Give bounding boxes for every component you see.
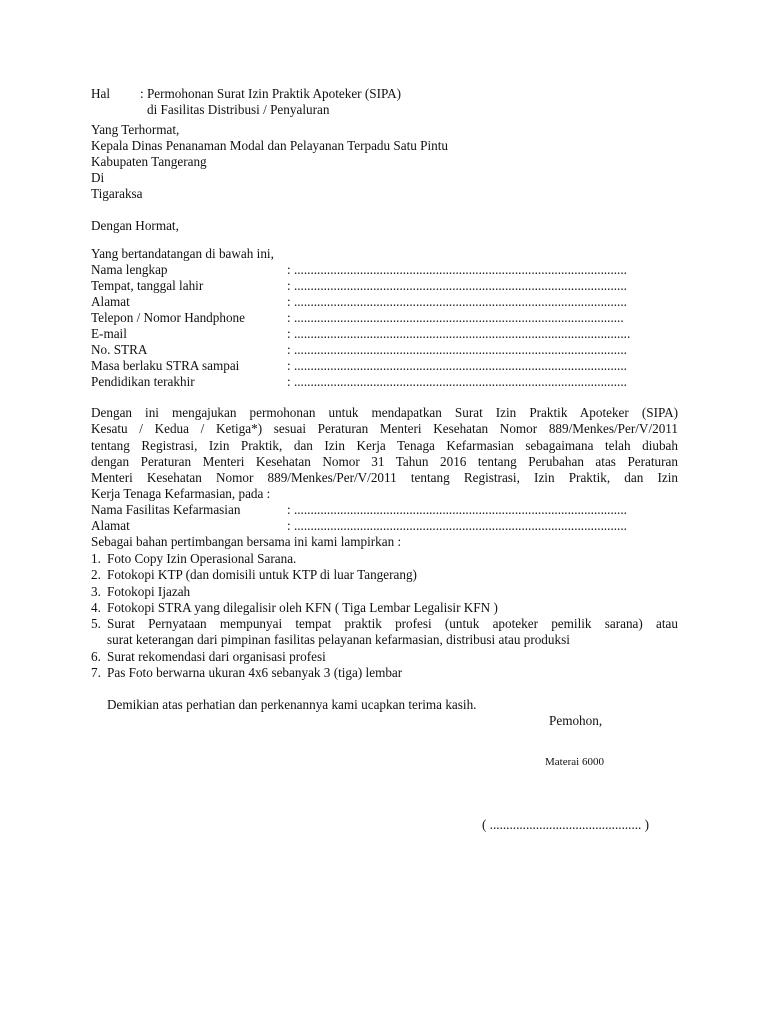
field-dots-email: : ...................................................................................................... [287,326,631,341]
subject-line-2: di Fasilitas Distribusi / Penyaluran [147,102,330,117]
signature-line: ( .............................................. ) [482,817,650,832]
body-paragraph-line: Kerja Tenaga Kefarmasian, pada : [91,486,271,501]
list-item: Pas Foto berwarna ukuran 4x6 sebanyak 3 (tiga) lembar [107,665,403,680]
list-item-continuation: surat keterangan dari pimpinan fasilitas pelayanan kefarmasian, distribusi atau produksi [107,632,570,647]
field-label-alamat-fasilitas: Alamat [91,518,130,533]
field-dots-alamat-fasilitas: : ..................................................................................................... [287,518,627,533]
field-label-email: E-mail [91,326,127,341]
list-item: Foto Copy Izin Operasional Sarana. [107,551,297,566]
recipient-line: Di [91,170,105,185]
list-item: Surat Pernyataan mempunyai tempat praktik profesi (untuk apoteker pemilik sarana) atau [107,616,678,631]
list-item: Fotokopi Ijazah [107,584,191,599]
field-label-telepon: Telepon / Nomor Handphone [91,310,245,325]
subject-label: Hal [91,86,111,101]
recipient-line: Kabupaten Tangerang [91,154,207,169]
field-dots-stra: : ..................................................................................................... [287,342,627,357]
field-label-alamat: Alamat [91,294,130,309]
list-item-number: 5. [91,616,101,631]
body-paragraph-line: tentang Registrasi, Izin Praktik, dan Izin Kerja Tenaga Kefarmasian sebagaimana telah diubah [91,438,678,453]
closing-text: Demikian atas perhatian dan perkenannya kami ucapkan terima kasih. [107,697,477,712]
list-item-number: 2. [91,567,101,582]
field-dots-alamat: : ..................................................................................................... [287,294,627,309]
field-dots-pendidikan: : ..................................................................................................... [287,374,627,389]
field-dots-ttl: : ..................................................................................................... [287,278,627,293]
list-item: Surat rekomendasi dari organisasi profesi [107,649,326,664]
list-item-number: 7. [91,665,101,680]
recipient-line: Tigaraksa [91,186,143,201]
body-paragraph-line: Menteri Kesehatan Nomor 889/Menkes/Per/V/2011 tentang Registrasi, Izin Praktik, dan Izin [91,470,678,485]
subject-line-1: : Permohonan Surat Izin Praktik Apoteker (SIPA) [140,86,402,101]
stamp-label: Materai 6000 [545,756,604,768]
field-dots-masa-stra: : ..................................................................................................... [287,358,627,373]
field-dots-telepon: : .................................................................................................... [287,310,624,325]
recipient-line: Kepala Dinas Penanaman Modal dan Pelayanan Terpadu Satu Pintu [91,138,449,153]
body-paragraph-line: dengan Peraturan Menteri Kesehatan Nomor 31 Tahun 2016 tentang Perubahan atas Peraturan [91,454,678,469]
body-paragraph-line: Kesatu / Kedua / Ketiga*) sesuai Peraturan Menteri Kesehatan Nomor 889/Menkes/Per/V/2011 [91,421,678,436]
field-label-ttl: Tempat, tanggal lahir [91,278,204,293]
intro-text: Yang bertandatangan di bawah ini, [91,246,274,261]
body-paragraph-line: Dengan ini mengajukan permohonan untuk mendapatkan Surat Izin Praktik Apoteker (SIPA) [91,405,678,420]
field-label-masa-stra: Masa berlaku STRA sampai [91,358,240,373]
field-dots-nama: : ..................................................................................................... [287,262,627,277]
recipient-line: Yang Terhormat, [91,122,180,137]
field-dots-fasilitas: : ..................................................................................................... [287,502,627,517]
field-label-pendidikan: Pendidikan terakhir [91,374,195,389]
attachments-intro: Sebagai bahan pertimbangan bersama ini kami lampirkan : [91,534,402,549]
field-label-stra: No. STRA [91,342,148,357]
list-item: Fotokopi STRA yang dilegalisir oleh KFN ( Tiga Lembar Legalisir KFN ) [107,600,498,615]
list-item-number: 1. [91,551,101,566]
applicant-label: Pemohon, [549,713,603,728]
list-item: Fotokopi KTP (dan domisili untuk KTP di luar Tangerang) [107,567,417,582]
field-label-fasilitas: Nama Fasilitas Kefarmasian [91,502,241,517]
list-item-number: 6. [91,649,101,664]
field-label-nama: Nama lengkap [91,262,168,277]
list-item-number: 3. [91,584,101,599]
list-item-number: 4. [91,600,101,615]
greeting: Dengan Hormat, [91,218,179,233]
